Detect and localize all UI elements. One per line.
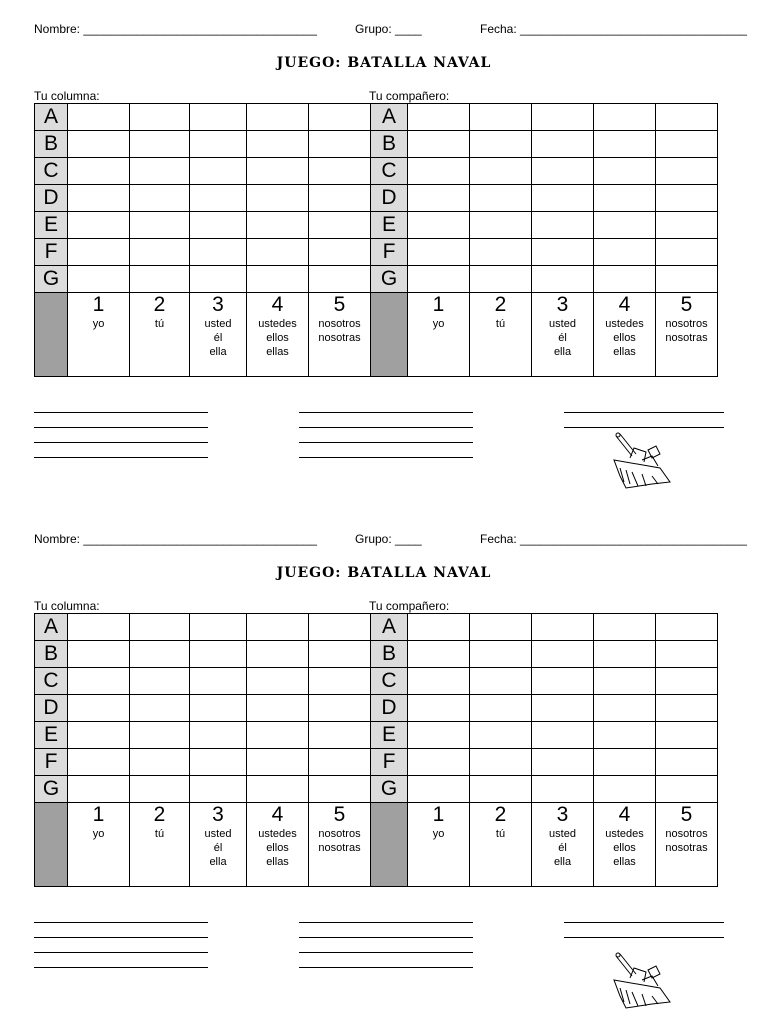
grid-cell[interactable] xyxy=(68,158,130,185)
grid-cell[interactable] xyxy=(656,239,718,266)
grid-cell[interactable] xyxy=(190,614,247,641)
grid-cell[interactable] xyxy=(594,614,656,641)
column-number: 3 xyxy=(532,293,594,318)
grid-cell[interactable] xyxy=(309,668,371,695)
grid-cell[interactable] xyxy=(309,749,371,776)
right-grid-label: Tu compañero: xyxy=(369,599,450,613)
grid-cell[interactable] xyxy=(130,695,190,722)
grid-cell[interactable] xyxy=(532,776,594,803)
grid-cell[interactable] xyxy=(532,104,594,131)
answer-line[interactable] xyxy=(299,908,473,923)
pronoun-label: ustedes ellos ellas xyxy=(594,827,656,887)
column-number: 4 xyxy=(247,803,309,828)
grid-cell[interactable] xyxy=(130,104,190,131)
grid-cell[interactable] xyxy=(130,131,190,158)
grid-cell[interactable] xyxy=(130,212,190,239)
answer-line[interactable] xyxy=(564,908,724,923)
ship-icon xyxy=(612,952,674,1010)
grid-row xyxy=(35,695,371,722)
row-letter: C xyxy=(35,158,68,185)
pronoun-label: usted él ella xyxy=(190,827,247,887)
number-row xyxy=(371,803,718,828)
grid-cell[interactable] xyxy=(408,212,470,239)
corner-cell xyxy=(371,293,408,377)
grid-cell[interactable] xyxy=(408,695,470,722)
column-number: 1 xyxy=(68,293,130,318)
your-column-grid xyxy=(34,103,371,377)
answer-line[interactable] xyxy=(34,428,208,443)
grid-cell[interactable] xyxy=(247,266,309,293)
fecha-field[interactable]: Fecha: __________________________________ xyxy=(480,22,747,36)
grid-cell[interactable] xyxy=(594,158,656,185)
grid-cell[interactable] xyxy=(532,158,594,185)
grid-cell[interactable] xyxy=(532,212,594,239)
row-letter: G xyxy=(371,776,408,803)
row-letter: G xyxy=(35,266,68,293)
grid-row xyxy=(35,614,371,641)
grid-cell[interactable] xyxy=(594,776,656,803)
grid-row xyxy=(35,722,371,749)
row-letter: D xyxy=(371,695,408,722)
grid-cell[interactable] xyxy=(594,749,656,776)
grid-row xyxy=(371,614,718,641)
column-number: 4 xyxy=(594,293,656,318)
row-letter: D xyxy=(35,695,68,722)
grid-cell[interactable] xyxy=(532,185,594,212)
pronoun-label: usted él ella xyxy=(532,317,594,377)
grid-row xyxy=(35,641,371,668)
corner-cell xyxy=(371,803,408,887)
column-number: 1 xyxy=(408,293,470,318)
grid-cell[interactable] xyxy=(656,158,718,185)
pronoun-row xyxy=(371,827,718,887)
row-letter: D xyxy=(35,185,68,212)
grupo-field[interactable]: Grupo: ____ xyxy=(355,532,422,546)
grid-cell[interactable] xyxy=(247,776,309,803)
grid-cell[interactable] xyxy=(309,776,371,803)
grid-cell[interactable] xyxy=(656,776,718,803)
grid-cell[interactable] xyxy=(130,266,190,293)
grid-cell[interactable] xyxy=(130,668,190,695)
answer-line[interactable] xyxy=(34,953,208,968)
grid-cell[interactable] xyxy=(190,239,247,266)
pronoun-label: usted él ella xyxy=(532,827,594,887)
grid-cell[interactable] xyxy=(656,104,718,131)
grid-row xyxy=(35,131,371,158)
grid-row xyxy=(35,668,371,695)
pronoun-label: nosotros nosotras xyxy=(656,317,718,377)
grid-cell[interactable] xyxy=(68,614,130,641)
grid-cell[interactable] xyxy=(532,722,594,749)
partner-grid xyxy=(370,613,718,887)
answer-line[interactable] xyxy=(34,413,208,428)
grid-cell[interactable] xyxy=(247,158,309,185)
grid-cell[interactable] xyxy=(68,776,130,803)
grid-cell[interactable] xyxy=(190,641,247,668)
grid-cell[interactable] xyxy=(408,131,470,158)
pronoun-label: ustedes ellos ellas xyxy=(247,827,309,887)
grid-cell[interactable] xyxy=(247,212,309,239)
grid-cell[interactable] xyxy=(68,722,130,749)
grid-cell[interactable] xyxy=(408,641,470,668)
answer-line[interactable] xyxy=(299,398,473,413)
grid-row xyxy=(35,239,371,266)
worksheet xyxy=(0,510,768,1020)
grid-row xyxy=(371,641,718,668)
grid-cell[interactable] xyxy=(470,185,532,212)
grid-cell[interactable] xyxy=(408,668,470,695)
grid-cell[interactable] xyxy=(247,641,309,668)
grid-cell[interactable] xyxy=(130,749,190,776)
pronoun-label: nosotros nosotras xyxy=(309,827,371,887)
answer-lines-right xyxy=(564,908,724,938)
grid-row xyxy=(35,158,371,185)
grid-cell[interactable] xyxy=(408,185,470,212)
grid-cell[interactable] xyxy=(470,131,532,158)
grid-cell[interactable] xyxy=(68,641,130,668)
grid-cell[interactable] xyxy=(470,776,532,803)
column-number: 2 xyxy=(130,293,190,318)
grid-cell[interactable] xyxy=(594,641,656,668)
grid-cell[interactable] xyxy=(532,131,594,158)
grid-cell[interactable] xyxy=(130,158,190,185)
column-number: 1 xyxy=(68,803,130,828)
right-grid-label: Tu compañero: xyxy=(369,89,450,103)
grid-row xyxy=(35,212,371,239)
grid-cell[interactable] xyxy=(190,158,247,185)
column-number: 5 xyxy=(656,293,718,318)
column-number: 4 xyxy=(247,293,309,318)
row-letter: E xyxy=(371,722,408,749)
grid-cell[interactable] xyxy=(656,695,718,722)
grid-row xyxy=(371,776,718,803)
grid-cell[interactable] xyxy=(470,239,532,266)
answer-line[interactable] xyxy=(34,443,208,458)
grid-cell[interactable] xyxy=(532,614,594,641)
grid-cell[interactable] xyxy=(656,131,718,158)
grid-cell[interactable] xyxy=(247,131,309,158)
grid-row xyxy=(371,722,718,749)
partner-grid xyxy=(370,103,718,377)
grid-cell[interactable] xyxy=(309,614,371,641)
grid-cell[interactable] xyxy=(594,239,656,266)
left-grid-label: Tu columna: xyxy=(34,89,100,103)
grid-cell[interactable] xyxy=(594,695,656,722)
grid-cell[interactable] xyxy=(408,722,470,749)
grid-row xyxy=(371,749,718,776)
grid-row xyxy=(35,185,371,212)
pronoun-label: tú xyxy=(470,827,532,887)
grid-cell[interactable] xyxy=(594,185,656,212)
column-number: 5 xyxy=(309,803,371,828)
grid-cell[interactable] xyxy=(408,239,470,266)
grid-cell[interactable] xyxy=(408,749,470,776)
grid-cell[interactable] xyxy=(68,212,130,239)
grid-cell[interactable] xyxy=(309,266,371,293)
grid-cell[interactable] xyxy=(68,695,130,722)
pronoun-label: ustedes ellos ellas xyxy=(594,317,656,377)
row-letter: B xyxy=(35,131,68,158)
grid-cell[interactable] xyxy=(656,185,718,212)
answer-lines-middle xyxy=(299,398,473,458)
grid-cell[interactable] xyxy=(309,104,371,131)
grid-cell[interactable] xyxy=(68,104,130,131)
row-letter: G xyxy=(35,776,68,803)
grid-cell[interactable] xyxy=(470,266,532,293)
answer-line[interactable] xyxy=(34,938,208,953)
answer-line[interactable] xyxy=(299,428,473,443)
answer-line[interactable] xyxy=(299,953,473,968)
row-letter: F xyxy=(371,239,408,266)
answer-line[interactable] xyxy=(34,908,208,923)
nombre-field[interactable]: Nombre: ___________________________________ xyxy=(34,22,317,36)
grid-cell[interactable] xyxy=(408,104,470,131)
grid-cell[interactable] xyxy=(190,185,247,212)
grid-cell[interactable] xyxy=(532,668,594,695)
row-letter: A xyxy=(371,614,408,641)
grid-cell[interactable] xyxy=(470,722,532,749)
answer-line[interactable] xyxy=(299,938,473,953)
answer-line[interactable] xyxy=(564,413,724,428)
row-letter: C xyxy=(371,668,408,695)
grid-cell[interactable] xyxy=(532,695,594,722)
grid-row xyxy=(371,668,718,695)
grid-cell[interactable] xyxy=(247,695,309,722)
grid-row xyxy=(371,104,718,131)
worksheet xyxy=(0,0,768,510)
grid-cell[interactable] xyxy=(408,776,470,803)
pronoun-row xyxy=(371,317,718,377)
pronoun-label: nosotros nosotras xyxy=(656,827,718,887)
row-letter: F xyxy=(371,749,408,776)
column-number: 2 xyxy=(470,293,532,318)
grid-row xyxy=(35,104,371,131)
grid-row xyxy=(371,266,718,293)
grid-row xyxy=(371,158,718,185)
grid-cell[interactable] xyxy=(247,104,309,131)
grid-cell[interactable] xyxy=(532,266,594,293)
left-grid-label: Tu columna: xyxy=(34,599,100,613)
row-letter: E xyxy=(35,722,68,749)
grid-cell[interactable] xyxy=(68,266,130,293)
grid-cell[interactable] xyxy=(594,131,656,158)
grid-cell[interactable] xyxy=(656,749,718,776)
column-number: 2 xyxy=(130,803,190,828)
grid-cell[interactable] xyxy=(247,722,309,749)
page-title: JUEGO: BATALLA NAVAL xyxy=(276,565,492,581)
pronoun-label: yo xyxy=(68,317,130,377)
column-number: 1 xyxy=(408,803,470,828)
grid-cell[interactable] xyxy=(309,131,371,158)
grid-cell[interactable] xyxy=(656,722,718,749)
grid-row xyxy=(371,185,718,212)
grid-cell[interactable] xyxy=(470,212,532,239)
grupo-field[interactable]: Grupo: ____ xyxy=(355,22,422,36)
grid-cell[interactable] xyxy=(470,641,532,668)
page-title: JUEGO: BATALLA NAVAL xyxy=(276,55,492,71)
answer-line[interactable] xyxy=(564,398,724,413)
row-letter: B xyxy=(371,641,408,668)
row-letter: F xyxy=(35,239,68,266)
grid-cell[interactable] xyxy=(190,104,247,131)
grid-cell[interactable] xyxy=(594,668,656,695)
pronoun-label: yo xyxy=(408,317,470,377)
grid-cell[interactable] xyxy=(247,668,309,695)
grid-cell[interactable] xyxy=(68,131,130,158)
grid-cell[interactable] xyxy=(470,158,532,185)
grid-cell[interactable] xyxy=(309,695,371,722)
grid-cell[interactable] xyxy=(594,266,656,293)
grid-cell[interactable] xyxy=(130,239,190,266)
corner-cell xyxy=(35,293,68,377)
number-row xyxy=(35,293,371,318)
pronoun-label: ustedes ellos ellas xyxy=(247,317,309,377)
answer-line[interactable] xyxy=(564,923,724,938)
pronoun-label: tú xyxy=(130,317,190,377)
grid-cell[interactable] xyxy=(656,641,718,668)
grid-cell[interactable] xyxy=(309,185,371,212)
pronoun-label: yo xyxy=(68,827,130,887)
column-number: 3 xyxy=(532,803,594,828)
grid-cell[interactable] xyxy=(130,614,190,641)
grid-cell[interactable] xyxy=(190,776,247,803)
grid-cell[interactable] xyxy=(68,185,130,212)
answer-line[interactable] xyxy=(34,923,208,938)
grid-cell[interactable] xyxy=(130,641,190,668)
grid-cell[interactable] xyxy=(68,668,130,695)
grid-cell[interactable] xyxy=(309,641,371,668)
grid-cell[interactable] xyxy=(247,749,309,776)
row-letter: G xyxy=(371,266,408,293)
your-column-grid xyxy=(34,613,371,887)
pronoun-label: tú xyxy=(130,827,190,887)
answer-lines-left xyxy=(34,398,208,458)
grid-cell[interactable] xyxy=(247,185,309,212)
grid-row xyxy=(371,239,718,266)
number-row xyxy=(35,803,371,828)
grid-cell[interactable] xyxy=(532,749,594,776)
grid-row xyxy=(35,749,371,776)
grid-cell[interactable] xyxy=(470,695,532,722)
grid-row xyxy=(371,695,718,722)
grid-cell[interactable] xyxy=(130,722,190,749)
grid-cell[interactable] xyxy=(247,614,309,641)
row-letter: A xyxy=(35,614,68,641)
grid-cell[interactable] xyxy=(190,695,247,722)
grid-cell[interactable] xyxy=(656,212,718,239)
row-letter: B xyxy=(35,641,68,668)
grid-cell[interactable] xyxy=(309,158,371,185)
answer-line[interactable] xyxy=(299,413,473,428)
row-letter: C xyxy=(371,158,408,185)
answer-lines-left xyxy=(34,908,208,968)
row-letter: A xyxy=(35,104,68,131)
column-number: 5 xyxy=(656,803,718,828)
pronoun-row xyxy=(35,317,371,377)
grid-cell[interactable] xyxy=(309,239,371,266)
grid-cell[interactable] xyxy=(408,158,470,185)
row-letter: F xyxy=(35,749,68,776)
grid-cell[interactable] xyxy=(656,668,718,695)
answer-line[interactable] xyxy=(299,923,473,938)
grid-row xyxy=(35,266,371,293)
grid-cell[interactable] xyxy=(130,776,190,803)
grid-cell[interactable] xyxy=(309,722,371,749)
grid-cell[interactable] xyxy=(190,668,247,695)
pronoun-label: nosotros nosotras xyxy=(309,317,371,377)
fecha-field[interactable]: Fecha: __________________________________ xyxy=(480,532,747,546)
grid-cell[interactable] xyxy=(470,104,532,131)
column-number: 3 xyxy=(190,293,247,318)
column-number: 4 xyxy=(594,803,656,828)
grid-cell[interactable] xyxy=(309,212,371,239)
column-number: 2 xyxy=(470,803,532,828)
answer-lines-right xyxy=(564,398,724,428)
grid-cell[interactable] xyxy=(532,641,594,668)
grid-row xyxy=(35,776,371,803)
grid-cell[interactable] xyxy=(470,614,532,641)
grid-cell[interactable] xyxy=(594,212,656,239)
grid-cell[interactable] xyxy=(190,212,247,239)
grid-cell[interactable] xyxy=(190,722,247,749)
pronoun-label: yo xyxy=(408,827,470,887)
grid-cell[interactable] xyxy=(594,722,656,749)
grid-cell[interactable] xyxy=(68,239,130,266)
pronoun-row xyxy=(35,827,371,887)
row-letter: D xyxy=(371,185,408,212)
grid-cell[interactable] xyxy=(190,266,247,293)
answer-lines-middle xyxy=(299,908,473,968)
grid-cell[interactable] xyxy=(656,614,718,641)
grid-cell[interactable] xyxy=(594,104,656,131)
pronoun-label: tú xyxy=(470,317,532,377)
grid-cell[interactable] xyxy=(130,185,190,212)
grid-cell[interactable] xyxy=(190,749,247,776)
grid-cell[interactable] xyxy=(656,266,718,293)
grid-cell[interactable] xyxy=(408,266,470,293)
row-letter: C xyxy=(35,668,68,695)
row-letter: B xyxy=(371,131,408,158)
grid-cell[interactable] xyxy=(68,749,130,776)
grid-row xyxy=(371,212,718,239)
grid-cell[interactable] xyxy=(247,239,309,266)
nombre-field[interactable]: Nombre: ___________________________________ xyxy=(34,532,317,546)
column-number: 3 xyxy=(190,803,247,828)
row-letter: A xyxy=(371,104,408,131)
grid-cell[interactable] xyxy=(190,131,247,158)
answer-line[interactable] xyxy=(34,398,208,413)
corner-cell xyxy=(35,803,68,887)
grid-cell[interactable] xyxy=(408,614,470,641)
grid-row xyxy=(371,131,718,158)
answer-line[interactable] xyxy=(299,443,473,458)
grid-cell[interactable] xyxy=(532,239,594,266)
ship-icon xyxy=(612,432,674,490)
row-letter: E xyxy=(35,212,68,239)
pronoun-label: usted él ella xyxy=(190,317,247,377)
column-number: 5 xyxy=(309,293,371,318)
grid-cell[interactable] xyxy=(470,749,532,776)
number-row xyxy=(371,293,718,318)
row-letter: E xyxy=(371,212,408,239)
grid-cell[interactable] xyxy=(470,668,532,695)
